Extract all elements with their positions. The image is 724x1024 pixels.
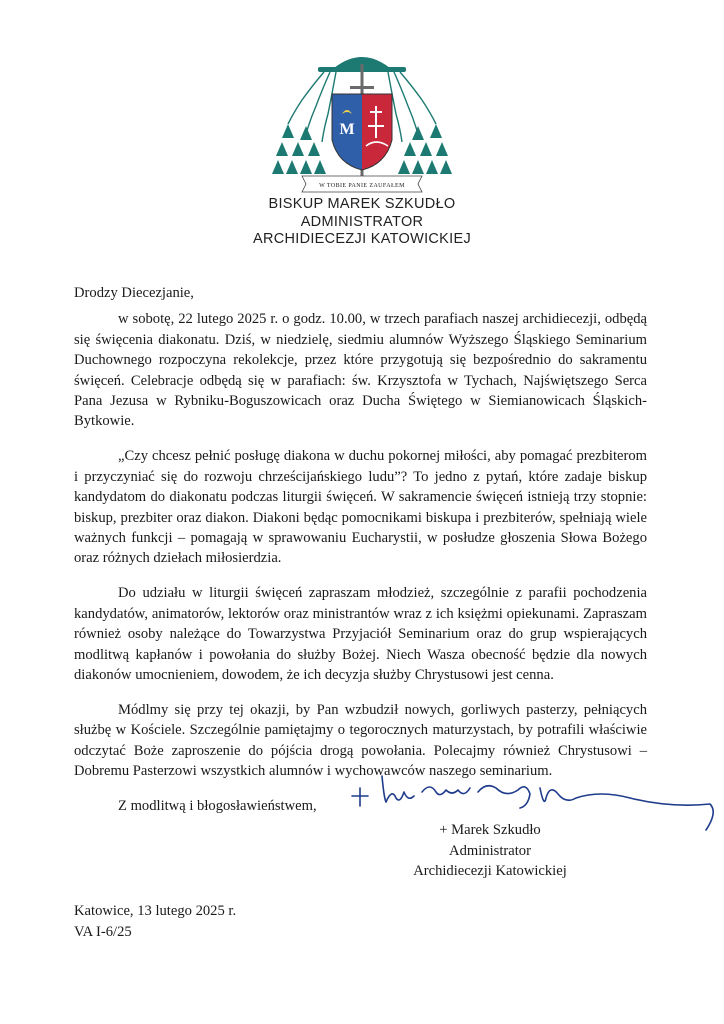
reference-number: VA I-6/25 bbox=[74, 923, 132, 940]
footer-block bbox=[74, 901, 374, 942]
sender-block bbox=[200, 196, 524, 249]
sender-name: BISKUP MAREK SZKUDŁO bbox=[268, 196, 456, 212]
motto-ribbon bbox=[302, 176, 422, 192]
sender-office: ARCHIDIECEZJI KATOWICKIEJ bbox=[252, 231, 472, 247]
signer-title: Administrator bbox=[449, 842, 531, 859]
signer-name: + Marek Szkudło bbox=[439, 822, 541, 838]
cross-bar-icon bbox=[350, 86, 374, 89]
signer-block bbox=[370, 820, 610, 882]
closing: Z modlitwą i błogosławieństwem, bbox=[118, 797, 317, 814]
letter-body bbox=[74, 283, 647, 816]
paragraph-4: Módlmy się przy tej okazji, by Pan wzbudził nowych, gorliwych pasterzy, pełniących służbę w Kościele. Szczególnie pamiętajmy o tegorocznych maturzystach, by potrafili właściwie odczytać Boże zaproszenie do pójścia drogą powołania. Polecajmy również Chrystusowi – Dobremu Pasterzowi wszystkich alumnów i wychowawców naszego seminarium. bbox=[74, 701, 647, 780]
paragraph-1: w sobotę, 22 lutego 2025 r. o godz. 10.00, w trzech parafiach naszej archidiecezji, odbędą się święcenia diakonatu. Dziś, w niedzielę, siedmiu alumnów Wyższego Śląskiego Seminarium Duchownego rozpoczyna rekolekcje, przez które przygotują się bezpośrednio do sakramentu święceń. Celebracje odbędą się w parafiach: św. Krzysztofa w Tychach, Najświętszego Serca Pana Jezusa w Rybniku-Boguszowicach oraz Ducha Świętego w Siemianowicach Śląskich-Bytkowie. bbox=[74, 311, 647, 430]
sender-title: ADMINISTRATOR bbox=[300, 213, 424, 230]
shield-icon bbox=[332, 94, 392, 170]
salutation: Drodzy Diecezjanie, bbox=[74, 285, 194, 301]
coat-of-arms-icon bbox=[272, 42, 452, 194]
paragraph-3: Do udziału w liturgii święceń zapraszam młodzież, szczególnie z parafii pochodzenia kandydatów, animatorów, lektorów oraz ministrantów wraz z ich księżmi opiekunami. Zapraszam również osoby należące do Towarzystwa Przyjaciół Seminarium oraz do grup wspierających modlitwą kapłanów i powołania do służby Bożej. Niech Wasza obecność będzie dla nowych diakonów umocnieniem, dowodem, że ich decyzja służby Chrystusowi jest cenna. bbox=[74, 585, 647, 683]
paragraph-2: „Czy chcesz pełnić posługę diakona w duchu pokornej miłości, aby pomagać prezbiterom i przyczyniać się do rozwoju chrześcijańskiego ludu”? To jedno z pytań, które zadaje biskup kandydatom do diakonatu podczas liturgii święceń. W sakramencie święceń istnieją trzy stopnie: biskup, prezbiter oraz diakon. Diakoni będąc pomocnikami biskupa i prezbiterów, spełniają wiele ważnych funkcji – pomagają w sprawowaniu Eucharystii, w posłudze głoszenia Słowa Bożego oraz różnych dziełach miłosierdzia. bbox=[74, 448, 647, 567]
motto-text: W TOBIE PANIE ZAUFAŁEM bbox=[319, 183, 405, 189]
place-date: Katowice, 13 lutego 2025 r. bbox=[74, 903, 237, 919]
signer-office: Archidiecezji Katowickiej bbox=[413, 863, 567, 879]
svg-text:M: M bbox=[339, 121, 355, 138]
